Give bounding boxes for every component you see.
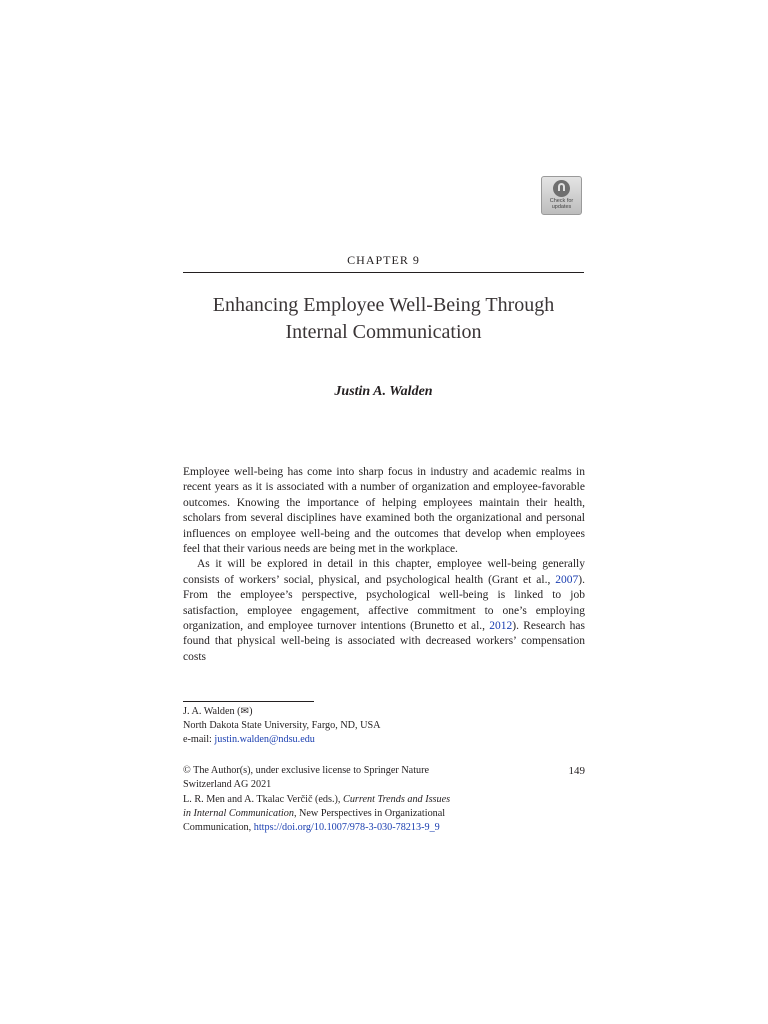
author-name: Justin A. Walden: [334, 384, 433, 399]
paragraph-2-text-a: As it will be explored in detail in this chapter, employee well-being generally consists of workers’ social, physical, and psychological health (Grant et al.,: [183, 558, 585, 586]
copyright-line-1: © The Author(s), under exclusive license to Springer Nature: [183, 765, 430, 776]
paragraph-2-text-b: ). From the employee’s perspective, psychological well-being is linked to job satisfaction, employee engagement, affective commitment to one’s employing organization, and employee turnover intentions (Brunetto et al.,: [183, 573, 585, 633]
citation-line-3: [183, 793, 585, 807]
doi-link[interactable]: https://doi.org/10.1007/978-3-030-78213-9_9: [253, 822, 440, 834]
bookmark-icon: [553, 180, 570, 197]
check-for-updates-label: Check for updates: [549, 198, 574, 210]
book-title-part-1: Current Trends and Issues: [343, 793, 451, 805]
page-number: 149: [568, 765, 585, 777]
citation-link-grant-2007[interactable]: 2007: [555, 573, 579, 586]
editors-text: L. R. Men and A. Tkalac Verčič (eds.),: [183, 793, 344, 805]
chapter-title-line-2: Internal Communication: [285, 321, 482, 343]
chapter-label: CHAPTER 9: [347, 253, 420, 267]
affiliation-name: J. A. Walden (✉): [183, 706, 253, 717]
chapter-title-line-1: Enhancing Employee Well-Being Through: [212, 294, 555, 316]
chapter-title: [183, 292, 584, 346]
email-label: e-mail:: [183, 734, 215, 745]
series-text-end: Communication,: [183, 822, 254, 834]
paragraph-2-text-c: ). Research has found that physical well-being is associated with decreased workers’ compensation costs: [183, 620, 585, 663]
email-link[interactable]: justin.walden@ndsu.edu: [214, 734, 315, 745]
citation-line-5: [183, 821, 585, 835]
affiliation-email-line: [183, 733, 585, 747]
series-text: , New Perspectives in Organizational: [293, 807, 446, 819]
copyright-block: [183, 764, 585, 835]
citation-line-4: [183, 807, 585, 821]
book-title-part-2: in Internal Communication: [183, 807, 294, 819]
author-affiliation: [183, 705, 585, 747]
check-for-updates-badge[interactable]: [541, 176, 582, 215]
copyright-line-2: Switzerland AG 2021: [183, 779, 272, 791]
chapter-rule: [183, 272, 584, 273]
affiliation-institution: North Dakota State University, Fargo, ND, USA: [183, 720, 381, 731]
body-text: [183, 465, 585, 665]
citation-link-brunetto-2012[interactable]: 2012: [489, 620, 513, 633]
paragraph-2: [183, 557, 585, 665]
footnote-rule: [183, 701, 314, 702]
paragraph-1: Employee well-being has come into sharp focus in industry and academic realms in recent years as it is associated with a number of organization and employee-favorable outcomes. Knowing the importance of helping employees maintain their health, scholars from several disciplines have examined both the organizational and personal influences on employee well-being and the outcomes that develop when employees feel that their various needs are being met in the workplace.: [183, 466, 585, 556]
